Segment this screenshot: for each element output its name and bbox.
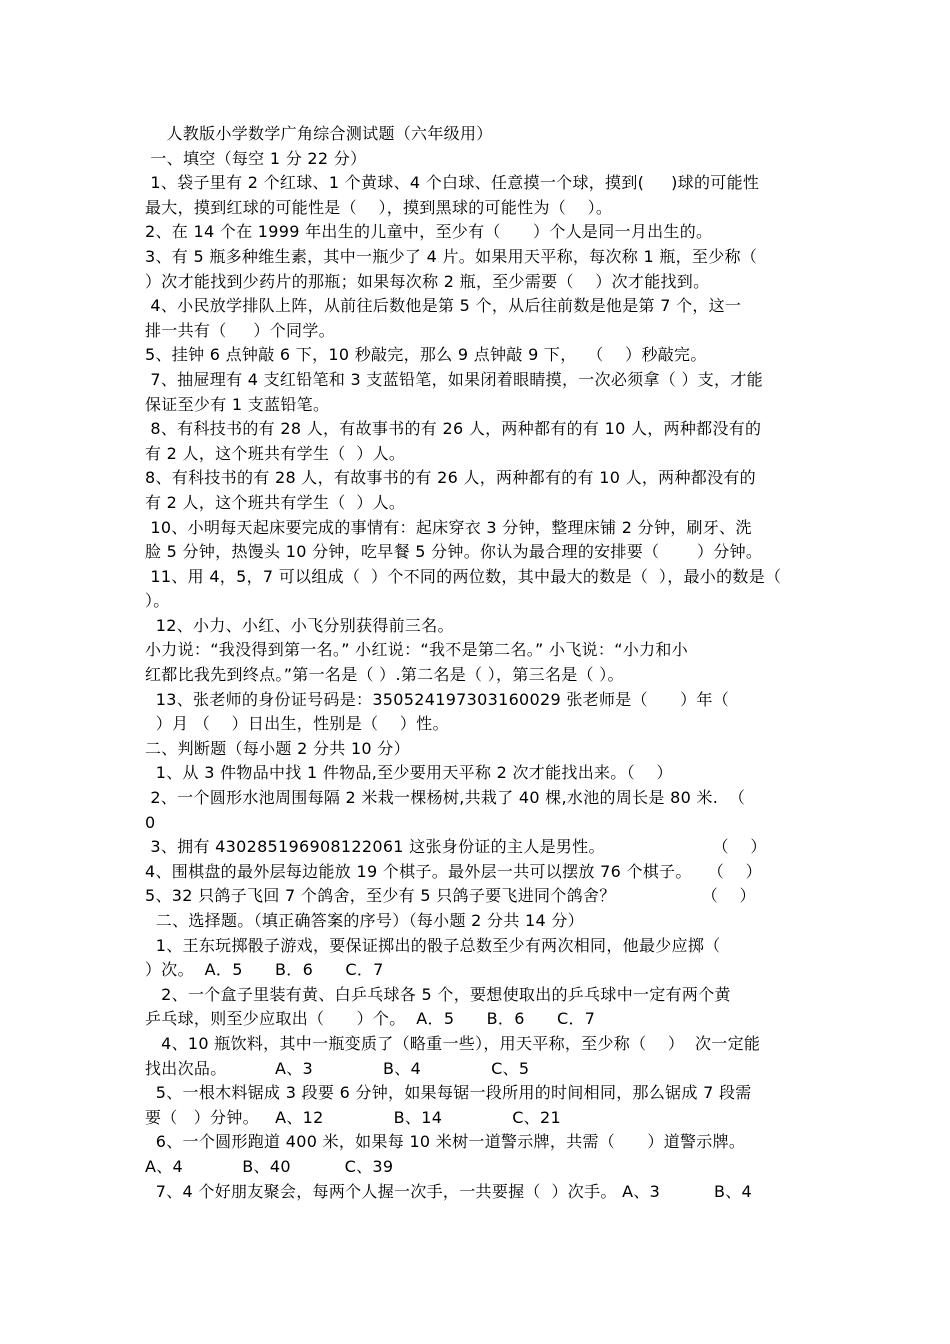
- text-line: ）次才能找到少药片的那瓶；如果每次称 2 瓶，至少需要（ ）次才能找到。: [145, 271, 710, 291]
- text-line: 6、一个圆形跑道 400 米，如果每 10 米树一道警示牌，共需（ ）道警示牌。: [145, 1132, 746, 1152]
- text-line: 3、有 5 瓶多种维生素，其中一瓶少了 4 片。如果用天平称，每次称 1 瓶，至少称（: [145, 246, 758, 266]
- text-line: A、4 B、40 C、39: [145, 1156, 394, 1176]
- text-line: 要（ ）分钟。 A、12 B、14 C、21: [145, 1107, 561, 1127]
- text-line: 脸 5 分钟，热馒头 10 分钟，吃早餐 5 分钟。你认为最合理的安排要（ ）分钟。: [145, 542, 763, 562]
- text-line: ）次。 A．5 B．6 C．7: [145, 960, 384, 980]
- text-line: ）。: [145, 591, 170, 611]
- text-line: 8、有科技书的有 28 人，有故事书的有 26 人，两种都有的有 10 人，两种都没有的: [145, 468, 756, 488]
- text-line: 2、在 14 个在 1999 年出生的儿童中，至少有（ ）个人是同一月出生的。: [145, 222, 713, 242]
- text-line: [145, 1204, 812, 1229]
- text-line: 1、王东玩掷骰子游戏，要保证掷出的骰子总数至少有两次相同，他最少应掷（: [145, 935, 721, 955]
- text-line: 排一共有（ ）个同学。: [145, 320, 335, 340]
- text-line: 11、用 4，5，7 可以组成（ ）个不同的两位数，其中最大的数是（ ），最小的数是（: [145, 566, 782, 586]
- text-line: 1、袋子里有 2 个红球、1 个黄球、4 个白球、任意摸一个球，摸到( )球的可能性: [145, 173, 760, 193]
- text-line: 5、挂钟 6 点钟敲 6 下，10 秒敲完，那么 9 点钟敲 9 下， （ ）秒敲完。: [145, 345, 707, 365]
- text-line: 10、小明每天起床要完成的事情有：起床穿衣 3 分钟，整理床铺 2 分钟，刷牙、洗: [145, 517, 752, 537]
- text-line: 乒乓球，则至少应取出（ ）个。 A．5 B．6 C．7: [145, 1009, 596, 1029]
- text-line: 7、4 个好朋友聚会，每两个人握一次手，一共要握（ ）次手。 A、3 B、4: [145, 1181, 753, 1201]
- text-line: 2、一个盒子里装有黄、白乒乓球各 5 个，要想使取出的乒乓球中一定有两个黄: [145, 984, 731, 1004]
- section-heading-true-false: 二、判断题（每小题 2 分共 10 分）: [145, 738, 410, 758]
- text-line: 有 2 人，这个班共有学生（ ）人。: [145, 492, 406, 512]
- text-line: 13、张老师的身份证号码是：350524197303160029 张老师是（ ）年（: [145, 689, 730, 709]
- text-line: 4、围棋盘的最外层每边能放 19 个棋子。最外层一共可以摆放 76 个棋子。 （ ）: [145, 861, 762, 881]
- text-line: ）月 （ ）日出生，性别是（ ）性。: [145, 714, 449, 734]
- text-line: 小力说：“我没得到第一名。” 小红说：“我不是第二名。” 小飞说：“小力和小: [145, 640, 689, 660]
- text-line: 3、拥有 430285196908122061 这张身份证的主人是男性。 （ ）: [145, 837, 767, 857]
- text-line: 保证至少有 1 支蓝铅笔。: [145, 394, 330, 414]
- exam-title: 人教版小学数学广角综合测试题（六年级用）: [145, 124, 493, 143]
- text-line: 红都比我先到终点。”第一名是（ ）.第二名是（ ），第三名是（ ）。: [145, 665, 624, 685]
- text-line: 12、小力、小红、小飞分别获得前三名。: [145, 615, 454, 635]
- section-heading-fill-blank: 一、填空（每空 1 分 22 分）: [145, 148, 367, 168]
- text-line: 2、一个圆形水池周围每隔 2 米栽一棵杨树,共栽了 40 棵,水池的周长是 80 米. （: [145, 788, 746, 808]
- text-line: 7、抽屉理有 4 支红铅笔和 3 支蓝铅笔，如果闭着眼睛摸，一次必须拿（ ）支，才能: [145, 369, 763, 389]
- text-line: 最大，摸到红球的可能性是（ ），摸到黑球的可能性为（ ）。: [145, 197, 613, 217]
- text-line: 5、32 只鸽子飞回 7 个鸽舍，至少有 5 只鸽子要飞进同个鸽舍？ （ ）: [145, 886, 756, 906]
- text-line: 8、有科技书的有 28 人，有故事书的有 26 人，两种都有的有 10 人，两种都没有的: [145, 419, 762, 439]
- text-line: 5、一根木料锯成 3 段要 6 分钟，如果每锯一段所用的时间相同，那么锯成 7 段需: [145, 1083, 752, 1103]
- text-line: 0: [145, 812, 156, 832]
- text-line: 有 2 人，这个班共有学生（ ）人。: [145, 443, 406, 463]
- section-heading-multiple-choice: 二、选择题。（填正确答案的序号）（每小题 2 分共 14 分）: [145, 911, 584, 930]
- text-line: 找出次品。 A、3 B、4 C、5: [145, 1058, 530, 1078]
- text-line: 1、从 3 件物品中找 1 件物品,至少要用天平称 2 次才能找出来。（ ）: [145, 763, 673, 783]
- exam-text: [145, 122, 812, 1229]
- text-line: 4、小民放学排队上阵，从前往后数他是第 5 个，从后往前数是他是第 7 个，这一: [145, 296, 742, 316]
- text-line: 4、10 瓶饮料，其中一瓶变质了（略重一些），用天平称，至少称（ ） 次一定能: [145, 1033, 761, 1053]
